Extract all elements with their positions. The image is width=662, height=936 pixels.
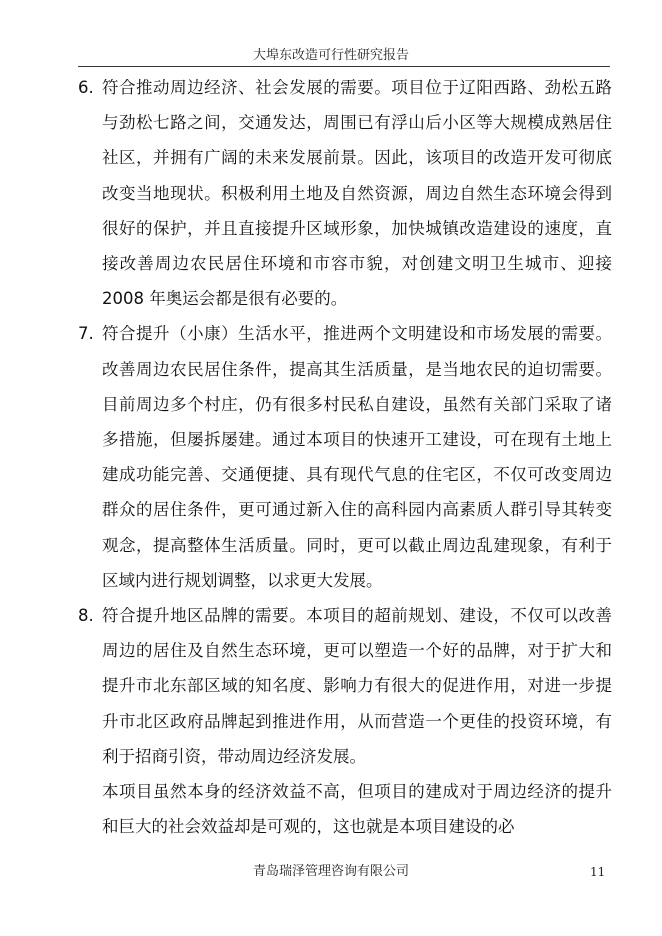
list-item-8 (78, 598, 612, 774)
page-number: 11 (590, 865, 606, 879)
document-body (78, 70, 612, 844)
footer-company-name: 青岛瑞泽管理咨询有限公司 (252, 864, 409, 879)
closing-paragraph: 本项目虽然本身的经济效益不高，但项目的建成对于周边经济的提升和巨大的社会效益却是可观的，这也就是本项目建设的必 (102, 782, 612, 837)
list-item-text: 符合推动周边经济、社会发展的需要。项目位于辽阳西路、劲松五路与劲松七路之间，交通发达，周围已有浮山后小区等大规模成熟居住社区，并拥有广阔的未来发展前景。因此，该项目的改造开发可彻底改变当地现状。积极利用土地及自然资源，周边自然生态环境会得到很好的保护，并且直接提升区域形象，加快城镇改造建设的速度，直接改善周边农民居住环境和市容市貌，对创建文明卫生城市、迎接 2008 年奥运会都是很有必要的。 (102, 78, 612, 309)
list-item-text: 符合提升（小康）生活水平，推进两个文明建设和市场发展的需要。改善周边农民居住条件，提高其生活质量，是当地农民的迫切需要。目前周边多个村庄，仍有很多村民私自建设，虽然有关部门采取了诸多措施，但屡拆屡建。通过本项目的快速开工建设，可在现有土地上建成功能完善、交通便捷、具有现代气息的住宅区，不仅可改变周边群众的居住条件，更可通过新入住的高科园内高素质人群引导其转变观念，提高整体生活质量。同时，更可以截止周边乱建现象，有利于区域内进行规划调整，以求更大发展。 (102, 324, 612, 590)
list-item-number: 6. (78, 78, 94, 97)
page-header-title: 大埠东改造可行性研究报告 (252, 48, 409, 63)
header-divider (78, 66, 610, 67)
list-item-6 (78, 70, 612, 316)
list-item-7 (78, 316, 612, 598)
list-item-text: 符合提升地区品牌的需要。本项目的超前规划、建设，不仅可以改善周边的居住及自然生态环境，更可以塑造一个好的品牌，对于扩大和提升市北东部区域的知名度、影响力有很大的促进作用，对进一步提升市北区政府品牌起到推进作用，从而营造一个更佳的投资环境，有利于招商引资，带动周边经济发展。 (102, 606, 612, 766)
list-item-number: 8. (78, 606, 94, 626)
list-item-number: 7. (78, 324, 94, 344)
